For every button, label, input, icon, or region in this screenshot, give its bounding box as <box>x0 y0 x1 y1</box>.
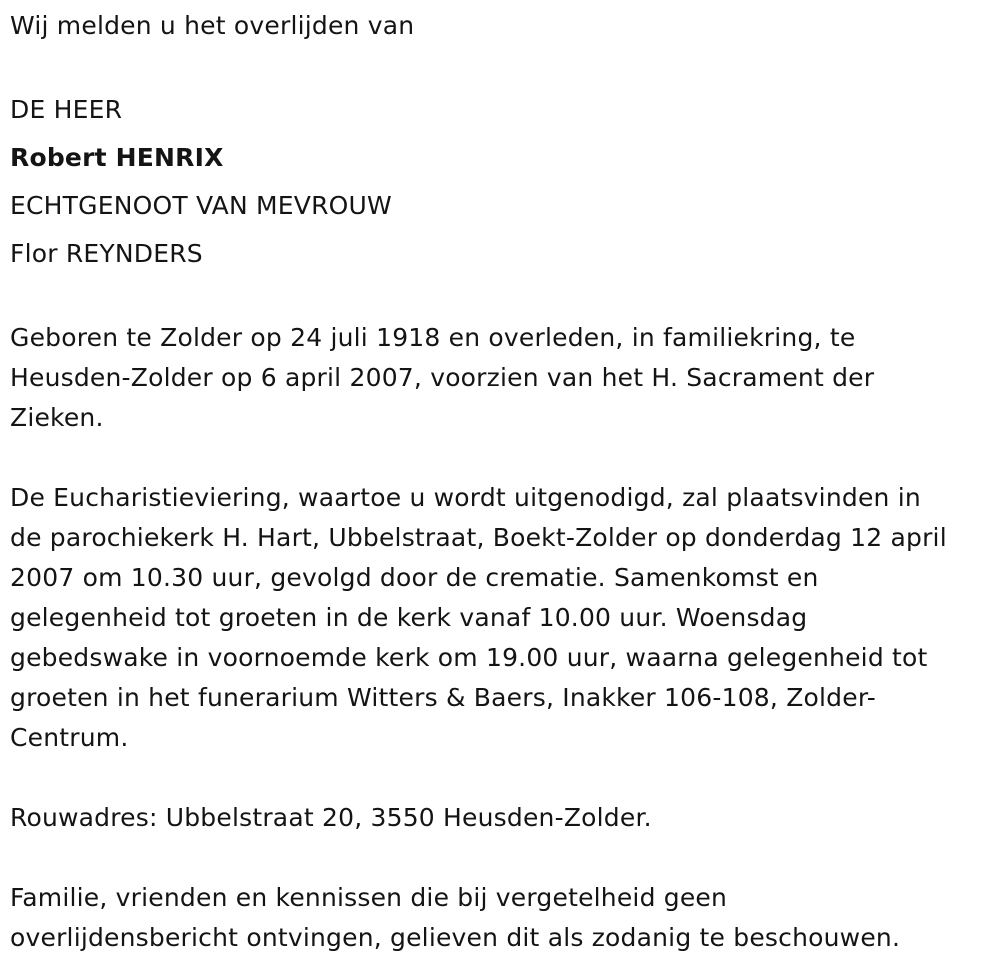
spacer <box>10 758 990 798</box>
intro-text: Wij melden u het overlijden van <box>10 11 415 40</box>
spacer <box>10 278 990 318</box>
paragraph-line: Geboren te Zolder op 24 juli 1918 en overleden, in familiekring, te <box>10 323 856 352</box>
paragraph-line: overlijdensbericht ontvingen, gelieven dit als zodanig te beschouwen. <box>10 923 901 952</box>
paragraph-line: Familie, vrienden en kennissen die bij vergetelheid geen <box>10 883 728 912</box>
paragraph-line: Heusden-Zolder op 6 april 2007, voorzien van het H. Sacrament der <box>10 363 875 392</box>
mourning-address: Rouwadres: Ubbelstraat 20, 3550 Heusden-Zolder. <box>10 803 652 832</box>
deceased-header <box>10 86 990 278</box>
paragraph-line: groeten in het funerarium Witters & Baers, Inakker 106-108, Zolder- <box>10 683 876 712</box>
paragraph-line: de parochiekerk H. Hart, Ubbelstraat, Boekt-Zolder op donderdag 12 april <box>10 523 947 552</box>
paragraph-line: Centrum. <box>10 723 129 752</box>
closing-paragraph <box>10 878 990 958</box>
spacer <box>10 838 990 878</box>
paragraph-line: Zieken. <box>10 403 104 432</box>
paragraph-line: gebedswake in voornoemde kerk om 19.00 uur, waarna gelegenheid tot <box>10 643 928 672</box>
paragraph-line: 2007 om 10.30 uur, gevolgd door de crematie. Samenkomst en <box>10 563 819 592</box>
paragraph-line: gelegenheid tot groeten in de kerk vanaf 10.00 uur. Woensdag <box>10 603 808 632</box>
spacer <box>10 46 990 86</box>
ceremony-paragraph <box>10 478 990 758</box>
paragraph-line: De Eucharistieviering, waartoe u wordt uitgenodigd, zal plaatsvinden in <box>10 483 921 512</box>
birth-death-paragraph <box>10 318 990 438</box>
spacer <box>10 438 990 478</box>
address-paragraph <box>10 798 990 838</box>
honorific-title: DE HEER <box>10 95 123 124</box>
spouse-name: Flor REYNDERS <box>10 239 203 268</box>
spouse-label: ECHTGENOOT VAN MEVROUW <box>10 191 392 220</box>
deceased-name: Robert HENRIX <box>10 143 224 172</box>
